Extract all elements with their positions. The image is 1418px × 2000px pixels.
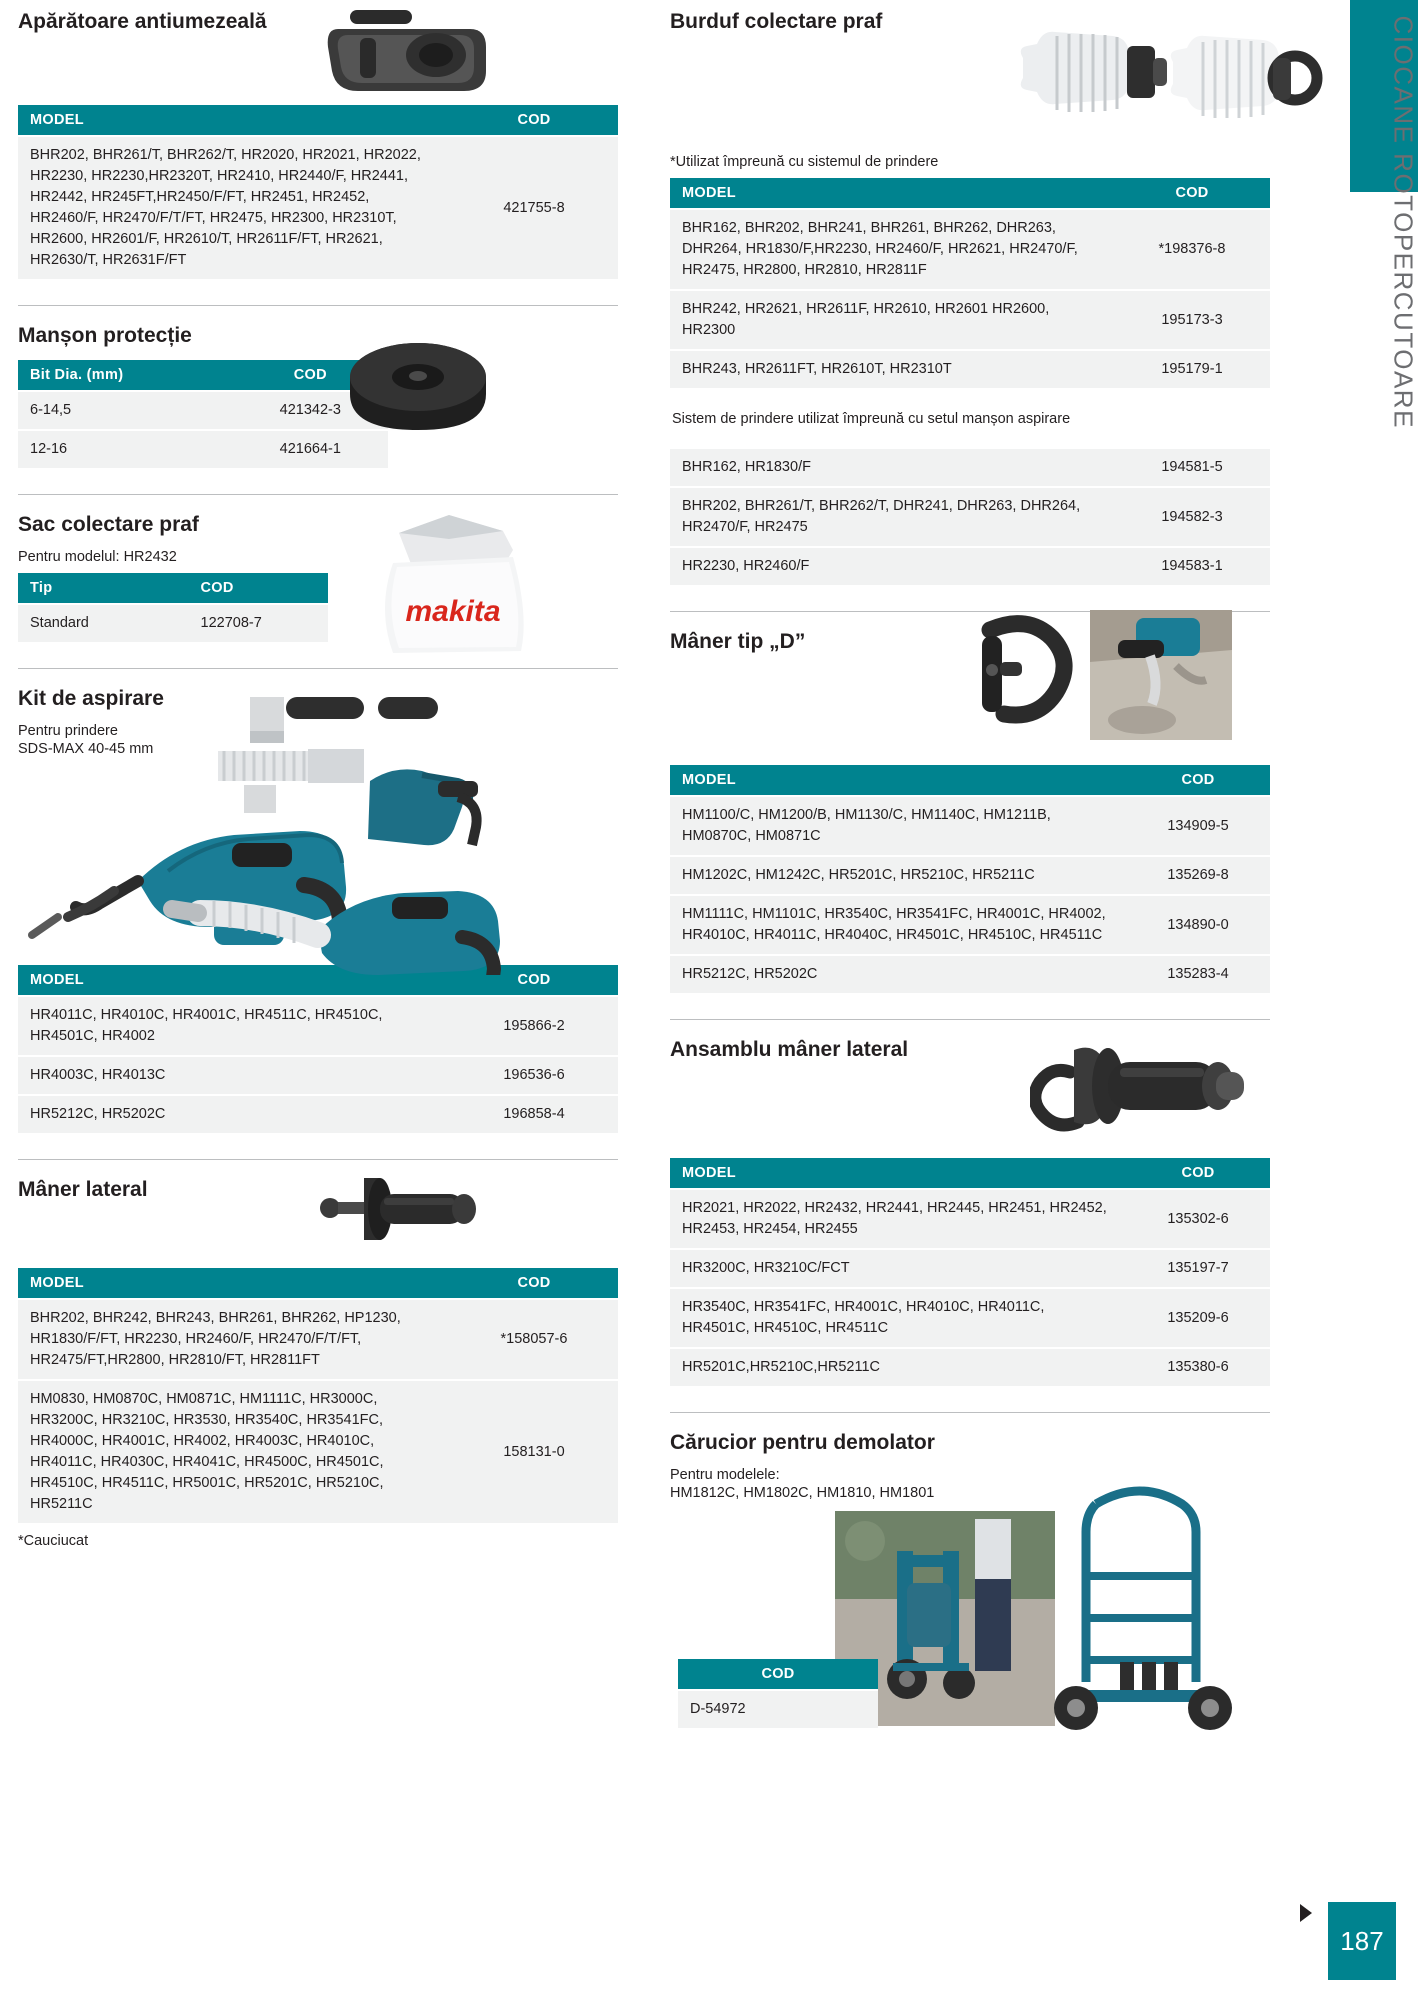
table-row [18,996,618,1056]
section-burduf-colectare-praf [670,10,1270,585]
cell-cod: 134890-0 [1126,895,1270,955]
section-aparatoare-antiumezeala [18,10,618,279]
section-title: Burduf colectare praf [670,10,883,33]
cell-cod: 134909-5 [1126,796,1270,856]
table-header-row [18,573,328,604]
cell-model: HM1202C, HM1242C, HR5201C, HR5210C, HR5211C [670,856,1126,895]
table-row [670,448,1270,487]
application-photo-d-handle [1090,610,1232,740]
product-image-side-handle-assembly [1030,1028,1260,1143]
cell-model: HR3540C, HR3541FC, HR4001C, HR4010C, HR4011C, HR4501C, HR4510C, HR4511C [670,1288,1126,1348]
cell-cod: 122708-7 [189,604,329,642]
cell-cod: 194582-3 [1114,487,1270,547]
cell-cod: 135380-6 [1126,1348,1270,1386]
table-row [670,856,1270,895]
burduf-note: *Utilizat împreună cu sistemul de prindere [670,154,939,170]
cell-cod: 194583-1 [1114,547,1270,585]
column-header-model: MODEL [670,765,1126,796]
product-image-d-handle [970,610,1100,735]
side-tab [1328,0,1418,1930]
cell-cod: 158131-0 [450,1380,618,1523]
column-header-model: MODEL [18,1268,450,1299]
column-header-model: MODEL [18,105,450,136]
cell-bit-dia: 12-16 [18,430,233,468]
kit-note-line2: SDS-MAX 40-45 mm [18,741,154,758]
table-ansamblu [670,1158,1270,1386]
column-header-model: MODEL [670,1158,1126,1189]
section-title: Mâner tip „D” [670,630,806,654]
table-row [670,290,1270,350]
table-header-row [678,1659,878,1690]
cell-model: BHR202, BHR242, BHR243, BHR261, BHR262, HP1230, HR1830/F/FT, HR2230, HR2460/F, HR2470/F/T/FT, HR2475/FT,HR2800, HR2810/FT, HR2811FT [18,1299,450,1380]
cell-model: BHR202, BHR261/T, BHR262/T, DHR241, DHR263, DHR264, HR2470/F, HR2475 [670,487,1114,547]
cell-cod: 196858-4 [450,1095,618,1133]
next-page-arrow-icon [1300,1904,1312,1922]
section-title: Mâner lateral [18,1178,148,1202]
cell-bit-dia: 6-14,5 [18,391,233,430]
table-sac [18,573,328,642]
burduf-subnote: Sistem de prindere utilizat împreună cu setul manșon aspirare [672,410,1071,427]
column-header-model: MODEL [18,965,450,996]
cell-cod: 135197-7 [1126,1249,1270,1288]
left-column [18,10,618,1564]
column-header-cod: COD [1114,178,1270,209]
table-row [670,1249,1270,1288]
table-carucior [678,1659,878,1728]
product-image-dust-bellows-1 [1005,18,1175,128]
column-header-cod: COD [450,965,618,996]
sac-note: Pentru modelul: HR2432 [18,549,177,566]
cell-cod: *158057-6 [450,1299,618,1380]
table-row [670,1189,1270,1249]
divider [670,1412,1270,1413]
table-row [670,796,1270,856]
section-maner-lateral [18,1178,618,1549]
column-header-cod: COD [233,360,388,391]
table-row [670,1288,1270,1348]
cell-cod: 135283-4 [1126,955,1270,993]
section-title: Kit de aspirare [18,687,164,711]
product-image-protection-sleeve [333,332,503,462]
cell-cod: 194581-5 [1114,448,1270,487]
table-row [18,604,328,642]
product-image-cart [1050,1476,1250,1736]
column-header-model: MODEL [670,178,1114,209]
cell-model: HM1111C, HM1101C, HR3540C, HR3541FC, HR4001C, HR4002, HR4010C, HR4011C, HR4040C, HR4501C, HR4510C, HR4511C [670,895,1126,955]
carucior-note-line1: Pentru modelele: [670,1467,780,1484]
column-header-bit-dia: Bit Dia. (mm) [18,360,233,391]
cell-model: HM1100/C, HM1200/B, HM1130/C, HM1140C, HM1211B, HM0870C, HM0871C [670,796,1126,856]
table-row [670,209,1270,290]
table-row [670,547,1270,585]
cell-cod: 196536-6 [450,1056,618,1095]
column-header-cod: COD [1126,765,1270,796]
page-number: 187 [1328,1902,1396,1980]
cell-model: HR4011C, HR4010C, HR4001C, HR4511C, HR4510C, HR4501C, HR4002 [18,996,450,1056]
column-header-cod: COD [189,573,329,604]
cell-model: HR3200C, HR3210C/FCT [670,1249,1126,1288]
column-header-cod: COD [450,105,618,136]
cell-model: HR2021, HR2022, HR2432, HR2441, HR2445, HR2451, HR2452, HR2453, HR2454, HR2455 [670,1189,1126,1249]
cell-cod: 421664-1 [233,430,388,468]
table-maner-lateral [18,1268,618,1523]
maner-lateral-footnote: *Cauciucat [18,1533,89,1550]
right-column [670,10,1270,1742]
divider [18,668,618,669]
column-header-cod: COD [678,1659,878,1690]
section-sac-colectare-praf [18,513,618,642]
product-image-dust-cup [308,5,498,100]
cell-cod: 135269-8 [1126,856,1270,895]
cell-model: BHR242, HR2621, HR2611F, HR2610, HR2601 HR2600, HR2300 [670,290,1114,350]
product-image-dust-bag [353,505,543,665]
table-row [670,350,1270,388]
section-title: Manșon protecție [18,324,192,348]
table-row [18,1056,618,1095]
cell-cod: 135302-6 [1126,1189,1270,1249]
table-kit-aspirare [18,965,618,1133]
table-header-row [670,1158,1270,1189]
product-image-suction-kit [18,685,618,965]
section-manson-protectie [18,324,618,468]
divider [670,1019,1270,1020]
cell-cod: 421755-8 [450,136,618,279]
table-burduf-1 [670,178,1270,388]
table-row [678,1690,878,1728]
cell-tip: Standard [18,604,189,642]
table-header-row [18,1268,618,1299]
cell-model: HR5201C,HR5210C,HR5211C [670,1348,1126,1386]
cell-cod: D-54972 [678,1690,878,1728]
divider [18,305,618,306]
cell-model: BHR202, BHR261/T, BHR262/T, HR2020, HR2021, HR2022, HR2230, HR2230,HR2320T, HR2410, HR2440/F, HR2441, HR2442, HR245FT,HR2450/F/FT, HR2451, HR2452, HR2460/F, HR2470/F/T/FT, HR2475, HR2300, HR2310T, HR2600, HR2601/F, HR2610/T, HR2611F/FT, HR2621, HR2630/T, HR2631F/FT [18,136,450,279]
cell-model: HR5212C, HR5202C [18,1095,450,1133]
cell-model: HR5212C, HR5202C [670,955,1126,993]
section-ansamblu-maner-lateral [670,1038,1270,1386]
cell-cod: 195173-3 [1114,290,1270,350]
section-title: Apărătoare antiumezeală [18,10,267,33]
table-header-row [18,105,618,136]
product-image-side-handle [288,1160,498,1260]
table-row [18,1380,618,1523]
column-header-tip: Tip [18,573,189,604]
cell-cod: 195179-1 [1114,350,1270,388]
section-title: Ansamblu mâner lateral [670,1038,909,1062]
section-maner-tip-d [670,630,1270,993]
cell-cod: *198376-8 [1114,209,1270,290]
svg-text:makita: makita [405,595,501,629]
cell-cod: 135209-6 [1126,1288,1270,1348]
divider [18,494,618,495]
table-row [18,1299,618,1380]
table-row [670,487,1270,547]
column-header-cod: COD [450,1268,618,1299]
cell-model: HM0830, HM0870C, HM0871C, HM1111C, HR3000C, HR3200C, HR3210C, HR3530, HR3540C, HR3541FC, HR4000C, HR4001C, HR4002, HR4003C, HR4010C, HR4011C, HR4030C, HR4041C, HR4500C, HR4501C, HR4510C, HR4511C, HR5001C, HR5201C, HR5210C, HR5211C [18,1380,450,1523]
table-aparatoare [18,105,618,279]
table-row [18,1095,618,1133]
section-title: Cărucior pentru demolator [670,1431,935,1455]
section-title: Sac colectare praf [18,513,199,537]
cell-model: BHR243, HR2611FT, HR2610T, HR2310T [670,350,1114,388]
table-row [18,136,618,279]
product-image-dust-bellows-2 [1155,24,1325,134]
table-header-row [670,765,1270,796]
table-burduf-2 [670,447,1270,585]
cell-cod: 421342-3 [233,391,388,430]
cell-model: BHR162, BHR202, BHR241, BHR261, BHR262, DHR263, DHR264, HR1830/F,HR2230, HR2460/F, HR2621, HR2470/F, HR2475, HR2800, HR2810, HR2811F [670,209,1114,290]
kit-note-line1: Pentru prindere [18,723,118,740]
cell-cod: 195866-2 [450,996,618,1056]
table-row [670,955,1270,993]
table-header-row [670,178,1270,209]
cell-model: HR2230, HR2460/F [670,547,1114,585]
table-row [670,895,1270,955]
side-tab-label: CIOCANE ROTOPERCUTOARE [1388,15,1418,429]
carucior-note-line2: HM1812C, HM1802C, HM1810, HM1801 [670,1485,935,1502]
section-carucior-demolator [670,1431,1270,1736]
column-header-cod: COD [1126,1158,1270,1189]
section-kit-aspirare [18,687,618,1133]
product-images-cart [670,1511,1270,1736]
table-row [670,1348,1270,1386]
table-maner-d [670,765,1270,993]
cell-model: BHR162, HR1830/F [670,448,1114,487]
cell-model: HR4003C, HR4013C [18,1056,450,1095]
